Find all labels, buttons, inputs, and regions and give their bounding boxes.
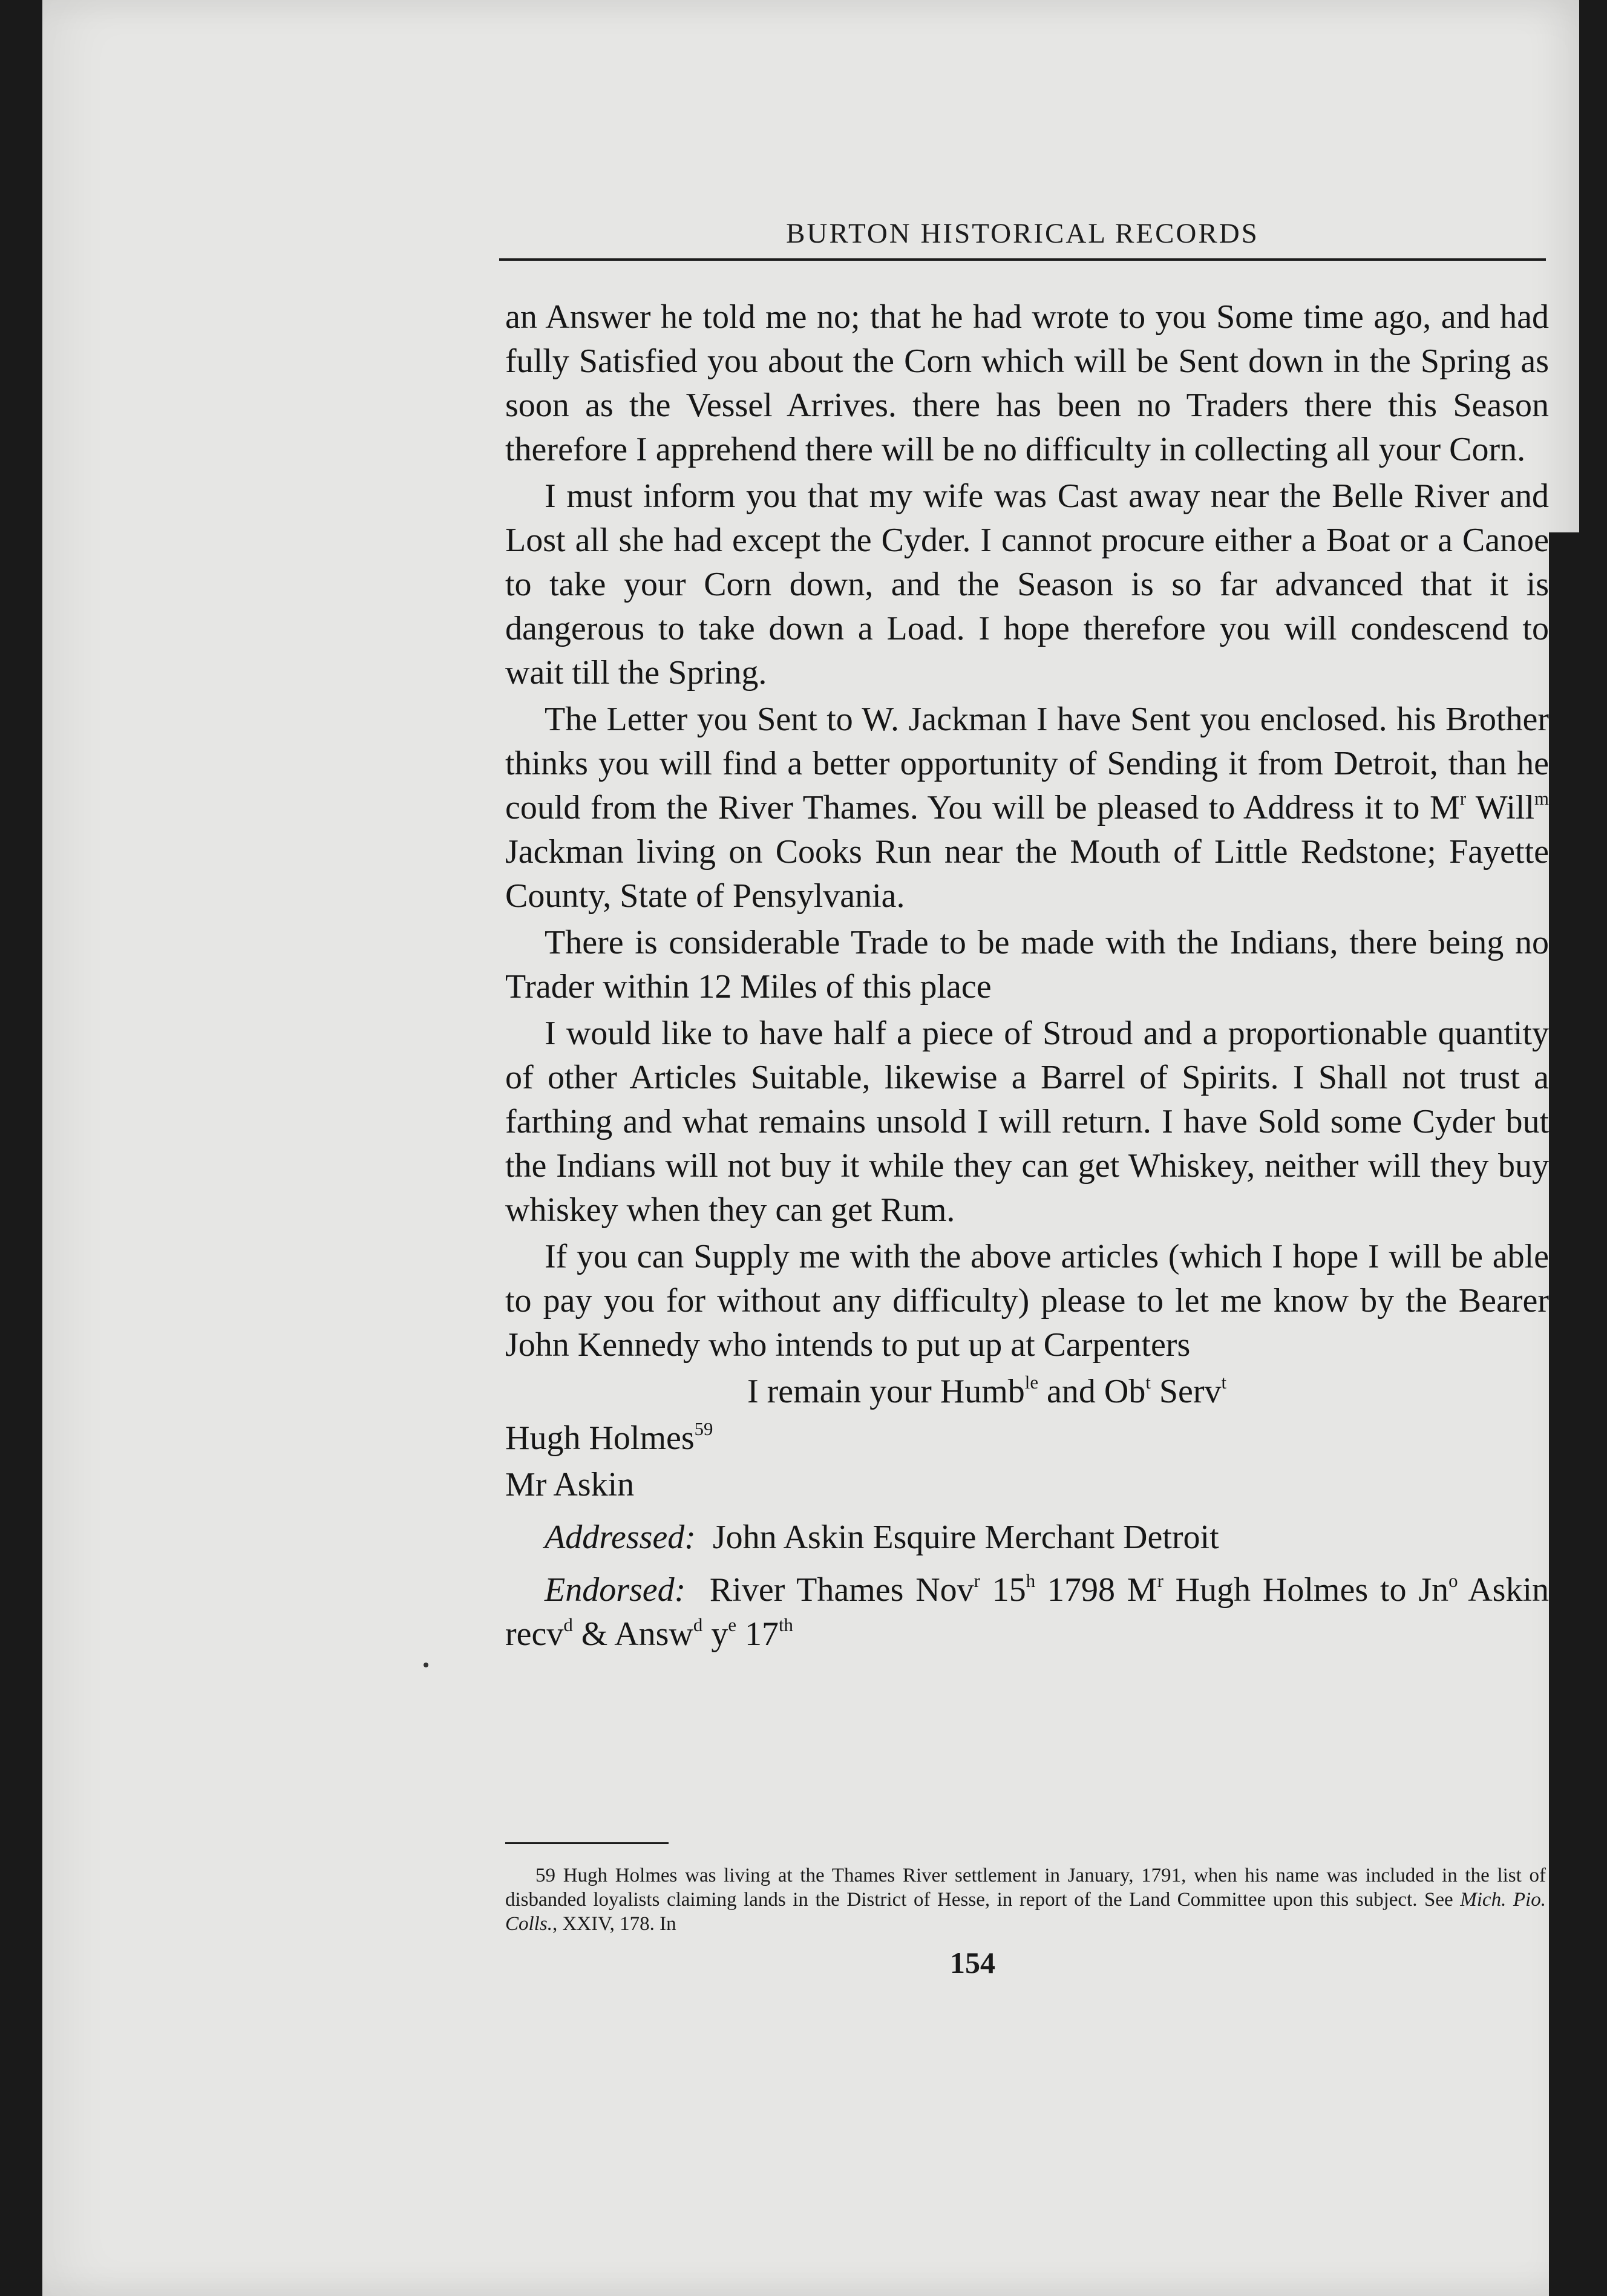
paragraph-4: There is considerable Trade to be made with the Indians, there being no Trader within 12 Miles of this place: [505, 924, 1549, 1006]
paragraph-6: If you can Supply me with the above articles (which I hope I will be able to pay you for without any difficulty) please to let me know by the Bearer John Kennedy who intends to put up at Carpenters: [505, 1238, 1549, 1364]
paragraph-5: I would like to have half a piece of Stroud and a proportionable quantity of other Articles Suitable, likewise a Barrel of Spirits. I Shall not trust a farthing and what remains unsold I will return. I have Sold some Cyder but the Indians will not buy it while they can get Whiskey, neither will they buy whiskey when they can get Rum.: [505, 1015, 1549, 1229]
page-number: 154: [950, 1946, 995, 1980]
footnote-rule: [505, 1842, 669, 1844]
footnote-reference: 59: [694, 1418, 713, 1439]
header-rule: [499, 258, 1546, 261]
letter-body: [505, 295, 1549, 1659]
running-header: BURTON HISTORICAL RECORDS: [786, 218, 1259, 249]
closing-line: I remain your Humb$^{le}$ and Ob$^t$ Serv$^t$: [747, 1372, 1227, 1410]
footnote: 59 Hugh Holmes was living at the Thames River settlement in January, 1791, when his name was included in the list of disbanded loyalists claiming lands in the District of Hesse, in report of the Land Committee upon this subject. See Mich. Pio. Colls., XXIV, 178. In: [505, 1865, 1546, 1935]
torn-page-edge: [1549, 532, 1607, 2296]
paragraph-3: The Letter you Sent to W. Jackman I have Sent you enclosed. his Brother thinks you will find a better opportunity of Sending it from Detroit, than he could from the River Thames. You will be pleased to Address it to $M^r$ Will$^m$ Jackman living on Cooks Run near the Mouth of Little Redstone; Fayette County, State of Pensylvania.: [505, 701, 1549, 915]
signature: Hugh Holmes$^{59}$: [505, 1418, 713, 1457]
addressed-line: Addressed: John Askin Esquire Merchant Detroit: [545, 1519, 1219, 1556]
page: [42, 0, 1579, 2296]
paragraph-2: I must inform you that my wife was Cast away near the Belle River and Lost all she had except the Cyder. I cannot procure either a Boat or a Canoe to take your Corn down, and the Season is so far advanced that it is dangerous to take down a Load. I hope therefore you will condescend to wait till the Spring.: [505, 477, 1549, 692]
paragraph-1: an Answer he told me no; that he had wrote to you Some time ago, and had fully Satisfied you about the Corn which will be Sent down in the Spring as soon as the Vessel Arrives. there has been no Traders there this Season therefore I apprehend there will be no difficulty in collecting all your Corn.: [505, 298, 1549, 468]
margin-mark: [424, 1663, 428, 1667]
endorsed-line: Endorsed: River Thames Nov$^r$ 15$^h$ 1798 $M^r$ Hugh Holmes to Jn$^o$ Askin recv$^d$ & Answ$^d$ $y^e$ 17th: [505, 1570, 1550, 1653]
recipient-line: Mr Askin: [505, 1466, 635, 1503]
